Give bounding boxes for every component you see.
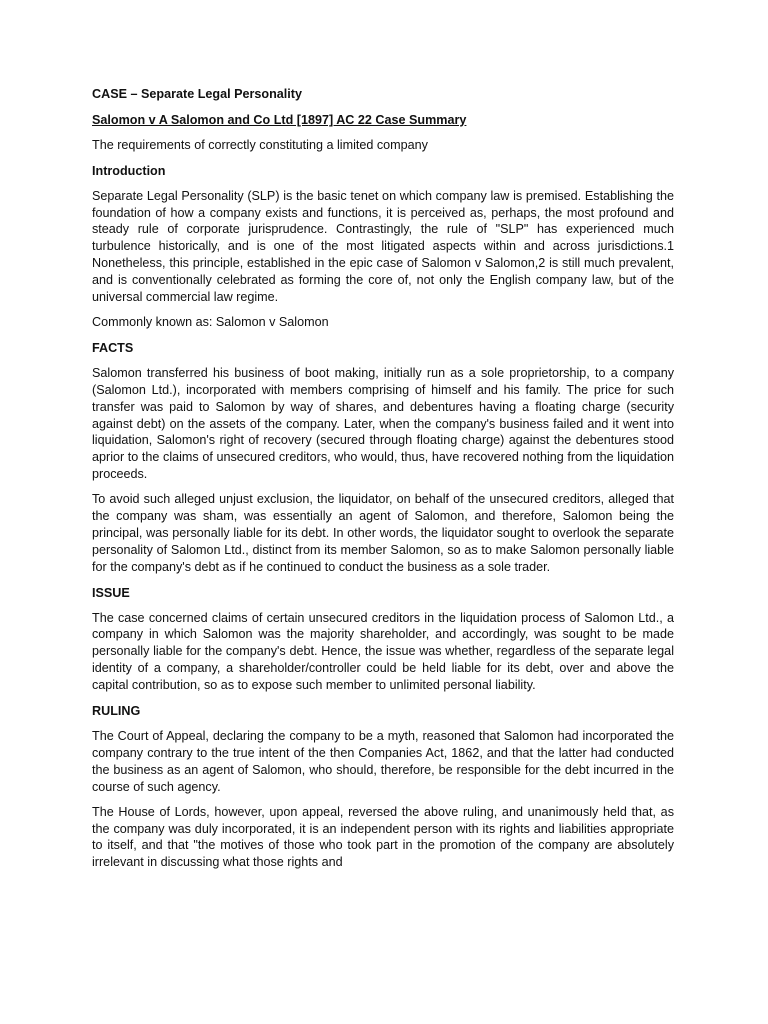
section-heading-introduction: Introduction — [92, 163, 166, 178]
section-heading-issue: ISSUE — [92, 585, 130, 600]
paragraph-introduction-1: Separate Legal Personality (SLP) is the basic tenet on which company law is premised. Establishing the foundation of how a company exists and functions, it is perceived as, perhaps, the most profound and steady rule of corporate jurisprudence. Contrastingly, the rule of "SLP" has experienced much turbulence historically, and is one of the most litigated aspects within and across jurisdictions.1 Nonetheless, this principle, established in the epic case of Salomon v Salomon,2 is still much prevalent, and is conventionally celebrated as forming the core of, not only the English company law, but of the universal commercial law regime. — [92, 188, 674, 305]
paragraph-issue-1: The case concerned claims of certain unsecured creditors in the liquidation process of Salomon Ltd., a company in which Salomon was the majority shareholder, and accordingly, was sought to be made personally liable for the company's debt. Hence, the issue was whether, regardless of the separate legal identity of a company, a shareholder/controller could be held liable for its debt, over and above the capital contribution, so as to expose such member to unlimited personal liability. — [92, 610, 674, 693]
section-heading-ruling: RULING — [92, 704, 141, 719]
section-heading-facts: FACTS — [92, 340, 134, 355]
paragraph-introduction-2: Commonly known as: Salomon v Salomon — [92, 314, 329, 329]
paragraph-facts-2: To avoid such alleged unjust exclusion, the liquidator, on behalf of the unsecured creditors, alleged that the company was sham, was essentially an agent of Salomon, and therefore, Salomon being the principal, was personally liable for its debt. In other words, the liquidator sought to overlook the separate personality of Salomon Ltd., distinct from its member Salomon, so as to make Salomon personally liable for the company's debt as if he continued to conduct the business as a sole trader. — [92, 492, 674, 574]
intro-line: The requirements of correctly constituting a limited company — [92, 137, 428, 152]
document-page — [92, 86, 674, 871]
paragraph-ruling-1: The Court of Appeal, declaring the company to be a myth, reasoned that Salomon had incorporated the company contrary to the true intent of the then Companies Act, 1862, and that the latter had conducted the business as an agent of Salomon, who should, therefore, be responsible for the debt incurred in the course of such agency. — [92, 729, 674, 794]
paragraph-facts-1: Salomon transferred his business of boot making, initially run as a sole proprietorship, to a company (Salomon Ltd.), incorporated with members comprising of himself and his family. The price for such transfer was paid to Salomon by way of shares, and debentures having a floating charge (security against debt) on the assets of the company. Later, when the company's business failed and it went into liquidation, Salomon's right of recovery (secured through floating charge) against the debentures stood aprior to the claims of unsecured creditors, who would, thus, have recovered nothing from the liquidation proceeds. — [92, 365, 674, 482]
paragraph-ruling-2: The House of Lords, however, upon appeal, reversed the above ruling, and unanimously held that, as the company was duly incorporated, it is an independent person with its rights and liabilities appropriate to itself, and that "the motives of those who took part in the promotion of the company are absolutely irrelevant in discussing what those rights and — [92, 804, 674, 870]
document-title: CASE – Separate Legal Personality — [92, 87, 302, 101]
case-citation-title: Salomon v A Salomon and Co Ltd [1897] AC 22 Case Summary — [92, 112, 467, 127]
